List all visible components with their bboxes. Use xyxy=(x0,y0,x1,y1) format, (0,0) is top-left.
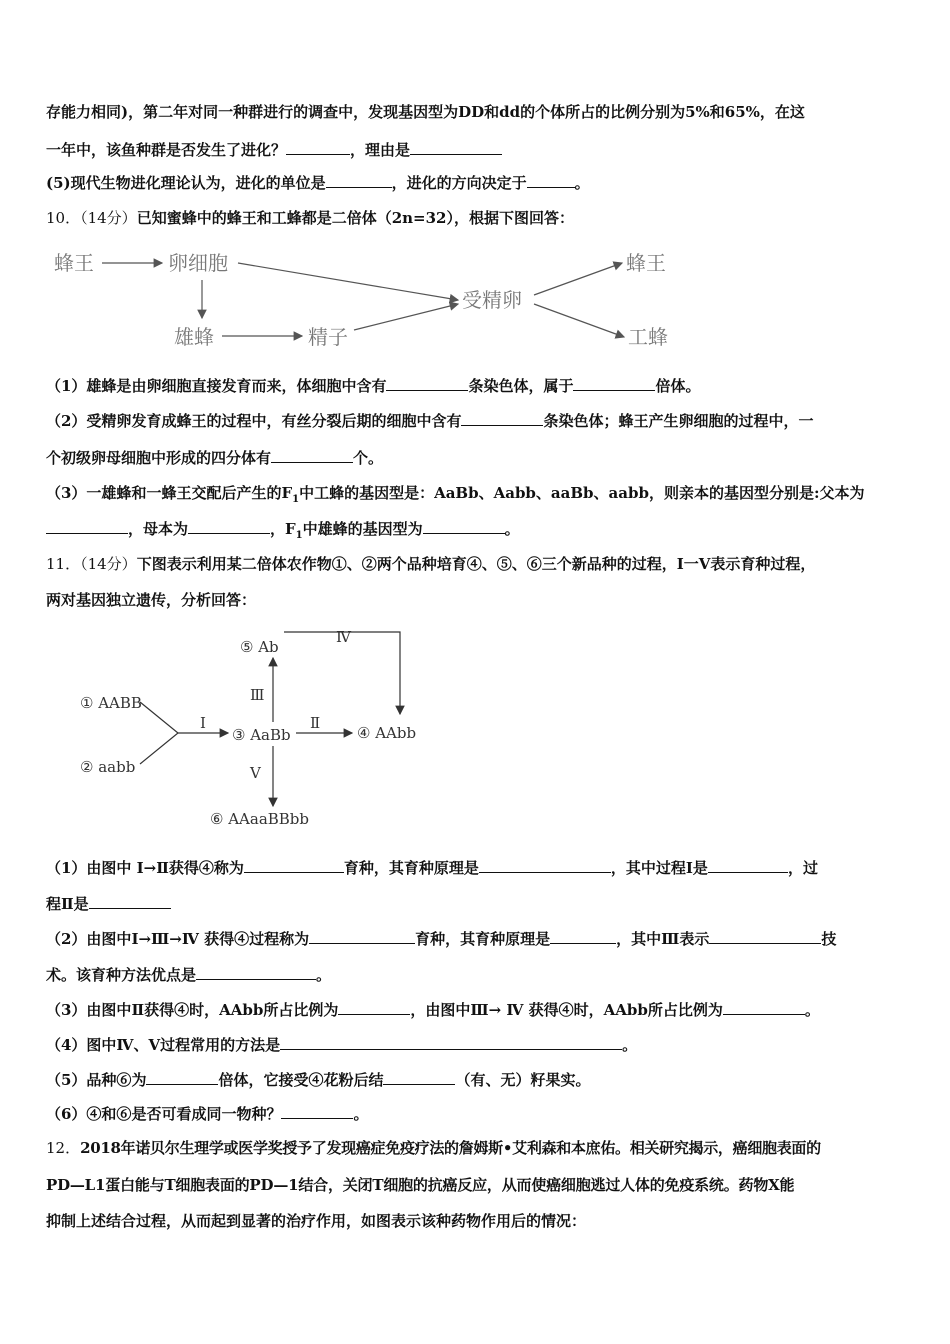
answer-blank[interactable] xyxy=(386,376,468,391)
q9-line3 xyxy=(46,173,908,193)
q9-line1 xyxy=(46,102,908,122)
q9-text: ，理由是 xyxy=(350,141,411,159)
q11-text: （6）④和⑥是否可看成同一物种？ xyxy=(46,1105,282,1123)
question-number: 12． xyxy=(46,1139,81,1157)
answer-blank[interactable] xyxy=(338,1000,410,1015)
q11-text: 术。该育种方法优点是 xyxy=(46,966,197,984)
node-4: ④ AAbb xyxy=(357,724,417,742)
q11-part4 xyxy=(46,1035,908,1055)
answer-blank[interactable] xyxy=(188,519,270,534)
node-2: ② aabb xyxy=(80,758,136,776)
q11-part1 xyxy=(46,858,908,878)
q10-text: 个。 xyxy=(353,449,384,467)
answer-blank[interactable] xyxy=(89,894,171,909)
answer-blank[interactable] xyxy=(550,929,616,944)
process-5: Ⅴ xyxy=(250,764,261,782)
q10-part3-cont xyxy=(46,519,908,546)
q10-text: ，母本为 xyxy=(128,520,189,538)
q11-text: ，其中Ⅲ表示 xyxy=(616,930,710,948)
process-1: Ⅰ xyxy=(200,714,206,732)
q11-stem2 xyxy=(46,590,908,610)
q11-text: 。 xyxy=(622,1036,638,1054)
answer-blank[interactable] xyxy=(709,929,821,944)
q10-part3 xyxy=(46,483,908,510)
process-4: Ⅳ xyxy=(336,628,351,646)
q10-text: （2）受精卵发育成蜂王的过程中，有丝分裂后期的细胞中含有 xyxy=(46,412,462,430)
answer-blank[interactable] xyxy=(423,519,505,534)
question-stem: 已知蜜蜂中的蜂王和工蜂都是二倍体（2n=32），根据下图回答： xyxy=(136,209,574,227)
q9-text: 一年中，该鱼种群是否发生了进化？ xyxy=(46,141,287,159)
q11-text: 育种，其育种原理是 xyxy=(415,930,551,948)
question-stem: 抑制上述结合过程，从而起到显著的治疗作用，如图表示该种药物作用后的情况： xyxy=(46,1212,587,1230)
answer-blank[interactable] xyxy=(46,519,128,534)
question-stem: 2018年诺贝尔生理学或医学奖授予了发现癌症免疫疗法的詹姆斯•艾利森和本庶佑。相关研究揭示，癌细胞表面的 xyxy=(80,1139,821,1157)
q9-text: 。 xyxy=(574,174,590,192)
answer-blank[interactable] xyxy=(309,929,415,944)
node-6: ⑥ AAaaBBbb xyxy=(210,810,310,828)
q11-text: ，由图中Ⅲ→ Ⅳ 获得④时，AAbb所占比例为 xyxy=(410,1001,723,1019)
answer-blank[interactable] xyxy=(527,173,575,188)
answer-blank[interactable] xyxy=(410,140,502,155)
label-drone: 雄蜂 xyxy=(174,325,214,349)
q9-text: (5)现代生物进化理论认为，进化的单位是 xyxy=(46,174,326,192)
arrow-to-worker xyxy=(534,304,624,337)
q11-text: ，其中过程Ⅰ是 xyxy=(610,859,708,877)
label-sperm: 精子 xyxy=(308,325,348,349)
answer-blank[interactable] xyxy=(461,411,543,426)
q11-text: （1）由图中 Ⅰ→Ⅱ获得④称为 xyxy=(46,859,244,877)
label-egg: 卵细胞 xyxy=(168,251,228,275)
process-2: Ⅱ xyxy=(310,714,321,732)
question-stem: PD—L1蛋白能与T细胞表面的PD—1结合，关闭T细胞的抗癌反应，从而使癌细胞逃过人体的免疫系统。药物X能 xyxy=(46,1176,795,1194)
q11-part1-cont xyxy=(46,894,908,914)
answer-blank[interactable] xyxy=(326,173,392,188)
answer-blank[interactable] xyxy=(244,858,344,873)
q11-text: 。 xyxy=(804,1001,820,1019)
q10-part1 xyxy=(46,376,908,396)
subscript: 1 xyxy=(292,494,300,505)
q10-text: 条染色体，属于 xyxy=(468,377,574,395)
q12-line2 xyxy=(46,1175,908,1195)
q9-line2 xyxy=(46,140,908,160)
node-1: ① AABB xyxy=(80,694,142,712)
q11-text: 育种，其育种原理是 xyxy=(343,859,479,877)
q11-part3 xyxy=(46,1000,908,1020)
question-stem: 两对基因独立遗传，分析回答： xyxy=(46,591,257,609)
q9-text: ，进化的方向决定于 xyxy=(391,174,527,192)
q11-text: （有、无）籽果实。 xyxy=(455,1071,591,1089)
q11-text: ，过 xyxy=(787,859,818,877)
q10-text: 倍体。 xyxy=(655,377,701,395)
answer-blank[interactable] xyxy=(723,1000,805,1015)
bee-diagram xyxy=(40,240,700,360)
q10-stem xyxy=(46,208,908,228)
q11-part5 xyxy=(46,1070,908,1090)
answer-blank[interactable] xyxy=(280,1035,622,1050)
label-queen: 蜂王 xyxy=(54,251,94,275)
converge-lines xyxy=(140,702,178,764)
label-fertilized-egg: 受精卵 xyxy=(462,288,522,312)
question-number: 10．（14分） xyxy=(46,209,137,227)
q10-text: 中工蜂的基因型是：AaBb、Aabb、aaBb、aabb，则亲本的基因型分别是:父本为 xyxy=(299,484,865,502)
q11-text: 。 xyxy=(353,1105,369,1123)
q10-part2 xyxy=(46,411,908,431)
q11-text: （3）由图中Ⅱ获得④时，AAbb所占比例为 xyxy=(46,1001,339,1019)
q11-text: （5）品种⑥为 xyxy=(46,1071,147,1089)
node-3: ③ AaBb xyxy=(232,726,291,744)
q11-text: 倍体，它接受④花粉后结 xyxy=(218,1071,384,1089)
q12-line1 xyxy=(46,1138,908,1158)
breeding-diagram xyxy=(60,618,480,838)
q11-part2 xyxy=(46,929,908,949)
q11-text: （2）由图中Ⅰ→Ⅲ→Ⅳ 获得④过程称为 xyxy=(46,930,310,948)
q11-text: （4）图中Ⅳ、Ⅴ过程常用的方法是 xyxy=(46,1036,281,1054)
answer-blank[interactable] xyxy=(708,858,788,873)
q11-text: 技 xyxy=(821,930,837,948)
answer-blank[interactable] xyxy=(573,376,655,391)
answer-blank[interactable] xyxy=(383,1070,455,1085)
answer-blank[interactable] xyxy=(146,1070,218,1085)
q10-text: 。 xyxy=(504,520,520,538)
q10-text: （3）一雄蜂和一蜂王交配后产生的F xyxy=(46,484,293,502)
q11-text: 程Ⅱ是 xyxy=(46,895,89,913)
q11-part2-cont xyxy=(46,965,908,985)
q10-text: 中雄蜂的基因型为 xyxy=(302,520,423,538)
answer-blank[interactable] xyxy=(281,1104,353,1119)
q10-text: ，F xyxy=(270,520,296,538)
q11-part6 xyxy=(46,1104,908,1124)
arrow-sperm-fertilized xyxy=(354,304,458,330)
q9-text: 存能力相同)，第二年对同一种群进行的调查中，发现基因型为DD和dd的个体所占的比例分别为5%和65%，在这 xyxy=(46,103,805,121)
q12-line3 xyxy=(46,1211,908,1231)
question-stem: 下图表示利用某二倍体农作物①、②两个品种培育④、⑤、⑥三个新品种的过程，Ⅰ一Ⅴ表示育种过程， xyxy=(136,555,816,573)
process-3: Ⅲ xyxy=(250,686,265,704)
label-queen-out: 蜂王 xyxy=(626,251,666,275)
q11-text: 。 xyxy=(316,966,332,984)
arrow-to-queen xyxy=(534,263,622,295)
subscript: 1 xyxy=(295,530,303,541)
node-5: ⑤ Ab xyxy=(240,638,279,656)
answer-blank[interactable] xyxy=(196,965,316,980)
answer-blank[interactable] xyxy=(286,140,350,155)
q10-text: （1）雄蜂是由卵细胞直接发育而来，体细胞中含有 xyxy=(46,377,387,395)
q10-text: 个初级卵母细胞中形成的四分体有 xyxy=(46,449,272,467)
answer-blank[interactable] xyxy=(479,858,611,873)
q11-stem1 xyxy=(46,554,908,574)
question-number: 11．（14分） xyxy=(46,555,137,573)
label-worker: 工蜂 xyxy=(628,325,668,349)
answer-blank[interactable] xyxy=(271,448,353,463)
q10-part2-cont xyxy=(46,448,908,468)
arrow-egg-fertilized xyxy=(238,263,458,300)
q10-text: 条染色体；蜂王产生卵细胞的过程中，一 xyxy=(543,412,814,430)
